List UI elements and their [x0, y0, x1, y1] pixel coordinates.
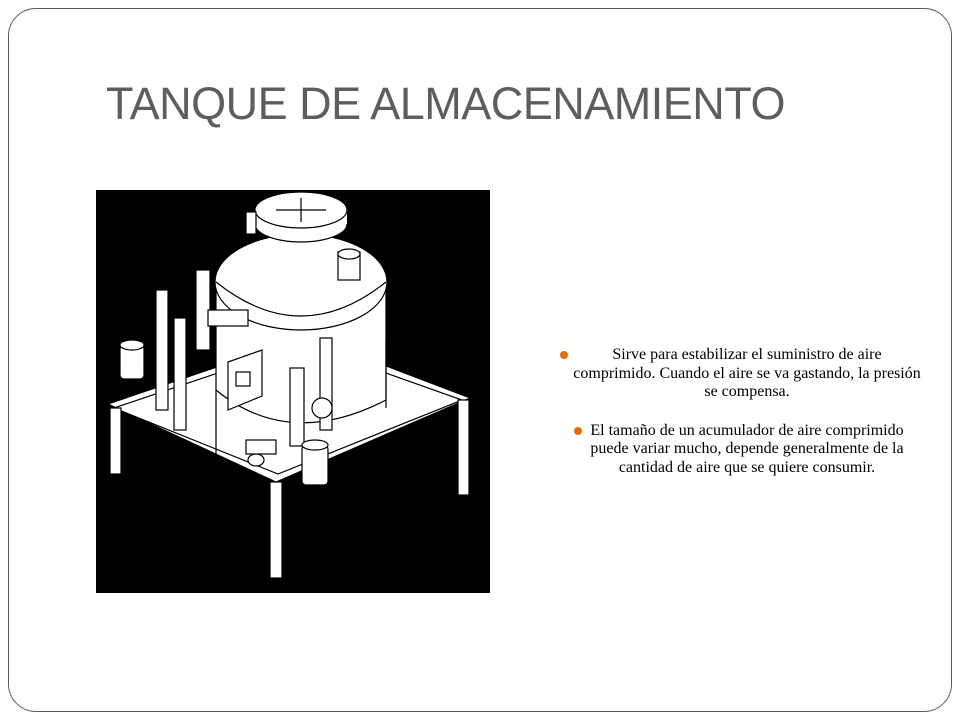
bullet-dot-icon — [560, 351, 568, 359]
slide-title: TANQUE DE ALMACENAMIENTO — [106, 78, 785, 129]
bullet-item — [558, 422, 928, 478]
bullet-list — [558, 346, 928, 477]
storage-tank-illustration — [96, 190, 490, 593]
tank-drawing — [96, 190, 490, 593]
bullet-text: El tamaño de un acumulador de aire comprimido puede variar mucho, depende generalmente de la cantidad de aire que se quiere consumir. — [590, 421, 904, 476]
bullet-item — [558, 346, 928, 402]
bullet-dot-icon — [574, 427, 582, 435]
bullet-text: Sirve para estabilizar el suministro de aire comprimido. Cuando el aire se va gastando, la presión se compensa. — [573, 346, 921, 400]
